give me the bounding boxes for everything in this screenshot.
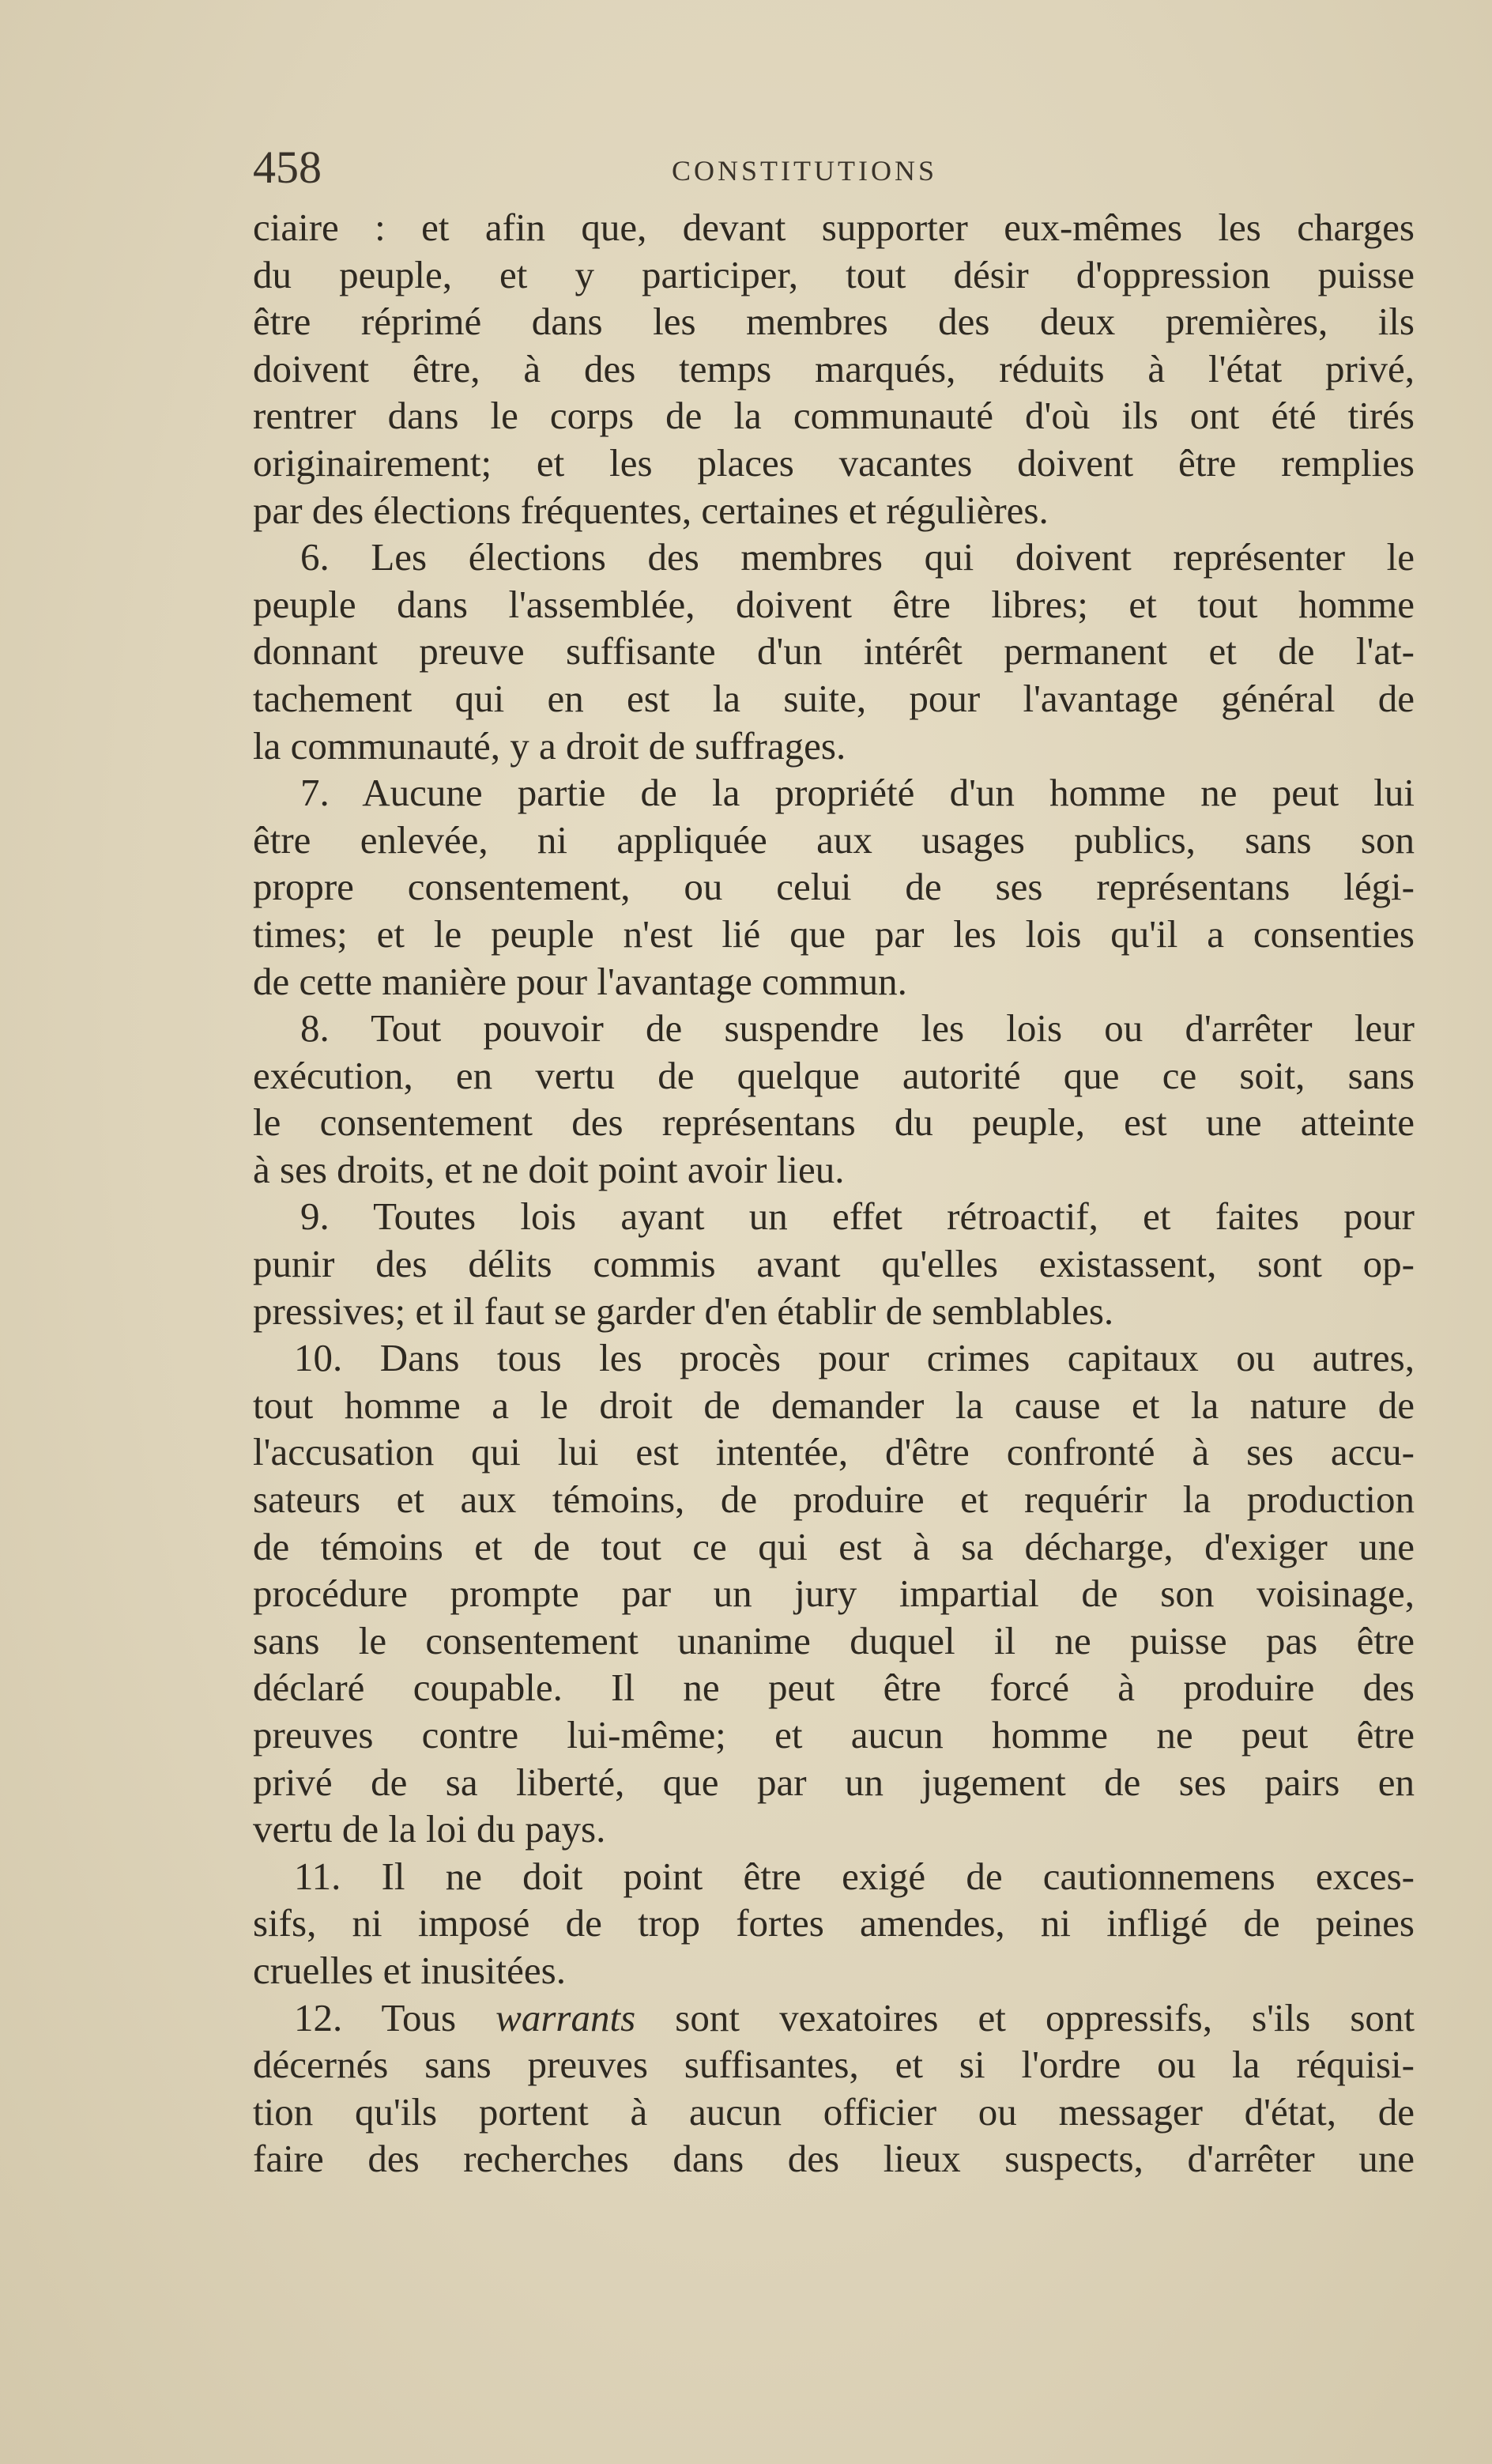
text-line: sans le consentement unanime duquel il ne puisse pas être <box>253 1618 1415 1662</box>
article-12-first-line <box>253 1994 1415 2042</box>
text-line: le consentement des représentans du peuple, est une atteinte <box>253 1100 1415 1145</box>
text-line: faire des recherches dans des lieux suspects, d'arrêter une <box>253 2137 1415 2181</box>
text-line: du peuple, et y participer, tout désir d'oppression puisse <box>253 252 1415 296</box>
article-9-first-line: 9. Toutes lois ayant un effet rétroactif, et faites pour <box>300 1194 1415 1239</box>
text-line: à ses droits, et ne doit point avoir lieu. <box>253 1147 845 1191</box>
text-line: preuves contre lui-même; et aucun homme ne peut être <box>253 1713 1415 1756</box>
article-6-first-line: 6. Les élections des membres qui doivent représenter le <box>300 535 1415 579</box>
text-line: privé de sa liberté, que par un jugement de ses pairs en <box>253 1760 1415 1804</box>
article-12-rest: sont vexatoires et oppressifs, s'ils sont <box>675 1995 1415 2039</box>
text-line: décernés sans preuves suffisantes, et si l'ordre ou la réquisi- <box>253 2043 1415 2087</box>
article-7-first-line: 7. Aucune partie de la propriété d'un homme ne peut lui <box>300 771 1415 815</box>
text-line: propre consentement, ou celui de ses représentans légi- <box>253 865 1415 909</box>
text-line: pressives; et il faut se garder d'en établir de semblables. <box>253 1289 1114 1333</box>
text-line: exécution, en vertu de quelque autorité que ce soit, sans <box>253 1053 1415 1097</box>
text-line: la communauté, y a droit de suffrages. <box>253 723 846 768</box>
text-line: donnant preuve suffisante d'un intérêt permanent et de l'at- <box>253 629 1415 674</box>
text-line: déclaré coupable. Il ne peut être forcé à produire des <box>253 1666 1415 1710</box>
text-line: de témoins et de tout ce qui est à sa décharge, d'exiger une <box>253 1524 1415 1568</box>
text-line: tachement qui en est la suite, pour l'avantage général de <box>253 676 1415 720</box>
text-line: être enlevée, ni appliquée aux usages publics, sans son <box>253 817 1415 862</box>
article-10-first-line: 10. Dans tous les procès pour crimes capitaux ou autres, <box>294 1336 1415 1380</box>
text-line: tion qu'ils portent à aucun officier ou messager d'état, de <box>253 2089 1415 2134</box>
text-line: par des élections fréquentes, certaines et régulières. <box>253 488 1049 532</box>
running-head: CONSTITUTIONS <box>672 155 937 187</box>
text-line: peuple dans l'assemblée, doivent être libres; et tout homme <box>253 582 1415 626</box>
text-line: de cette manière pour l'avantage commun. <box>253 959 907 1003</box>
text-line: sifs, ni imposé de trop fortes amendes, ni infligé de peines <box>253 1901 1415 1945</box>
article-12-start: 12. Tous <box>294 1995 457 2039</box>
text-line: times; et le peuple n'est lié que par les lois qu'il a consenties <box>253 911 1415 956</box>
text-line: l'accusation qui lui est intentée, d'être confronté à ses accu- <box>253 1430 1415 1474</box>
text-line: vertu de la loi du pays. <box>253 1807 606 1851</box>
italic-term-warrants: warrants <box>495 1995 636 2039</box>
text-line: punir des délits commis avant qu'elles existassent, sont op- <box>253 1242 1415 1286</box>
text-line: rentrer dans le corps de la communauté d'où ils ont été tirés <box>253 394 1415 438</box>
article-8-first-line: 8. Tout pouvoir de suspendre les lois ou d'arrêter leur <box>300 1006 1415 1051</box>
text-line: sateurs et aux témoins, de produire et requérir la production <box>253 1477 1415 1522</box>
text-line: être réprimé dans les membres des deux premières, ils <box>253 300 1415 344</box>
text-line: cruelles et inusitées. <box>253 1948 566 1992</box>
text-line: ciaire : et afin que, devant supporter eux-mêmes les charges <box>253 206 1415 249</box>
body-text <box>253 204 1415 2183</box>
text-line: originairement; et les places vacantes doivent être remplies <box>253 440 1415 485</box>
text-line: tout homme a le droit de demander la cause et la nature de <box>253 1383 1415 1427</box>
text-line: procédure prompte par un jury impartial de son voisinage, <box>253 1572 1415 1616</box>
page-header <box>253 144 1422 191</box>
text-line: doivent être, à des temps marqués, réduits à l'état privé, <box>253 346 1415 391</box>
article-11-first-line: 11. Il ne doit point être exigé de cautionnemens exces- <box>294 1854 1415 1898</box>
page-number: 458 <box>253 142 322 193</box>
